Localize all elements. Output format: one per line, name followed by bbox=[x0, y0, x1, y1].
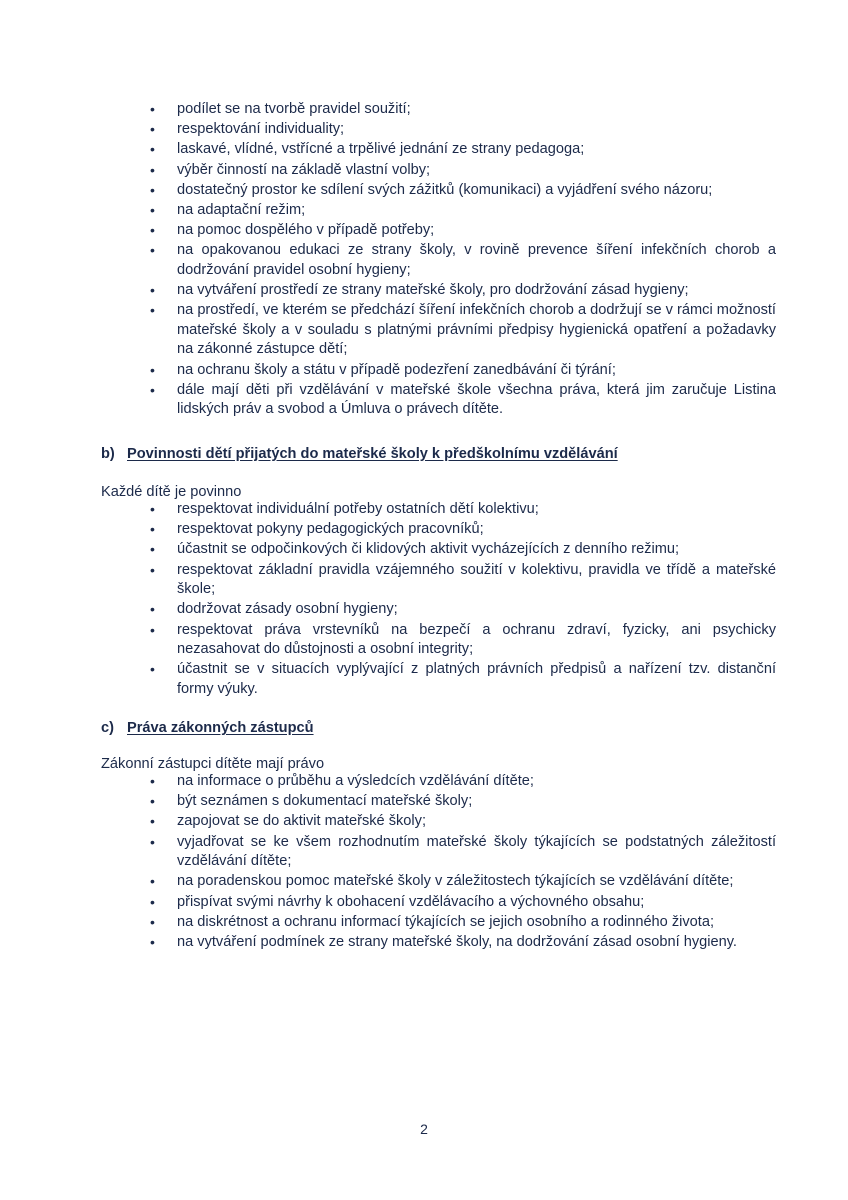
section-b-title: Povinnosti dětí přijatých do mateřské školy k předškolnímu vzdělávání bbox=[127, 446, 618, 462]
list-item: • dodržovat zásady osobní hygieny; bbox=[150, 600, 776, 620]
list-item: • přispívat svými návrhy k obohacení vzdělávacího a výchovného obsahu; bbox=[150, 893, 776, 913]
list-item: • respektovat práva vrstevníků na bezpečí a ochranu zdraví, fyzicky, ani psychicky nezasahovat do důstojnosti a osobní integrity; bbox=[150, 621, 776, 660]
list-item: • na poradenskou pomoc mateřské školy v záležitostech týkajících se vzdělávání dítěte; bbox=[150, 872, 776, 892]
list-item: • účastnit se v situacích vyplývající z platných právních předpisů a nařízení tzv. distanční formy výuky. bbox=[150, 660, 776, 699]
list-item: • na informace o průběhu a výsledcích vzdělávání dítěte; bbox=[150, 772, 776, 792]
list-item: • respektovat individuální potřeby ostatních dětí kolektivu; bbox=[150, 500, 776, 520]
section-c-heading bbox=[101, 718, 314, 738]
list-item: • na vytváření prostředí ze strany mateřské školy, pro dodržování zásad hygieny; bbox=[150, 281, 776, 301]
list-item: • respektování individuality; bbox=[150, 120, 776, 140]
children-rights-list bbox=[150, 100, 776, 421]
list-item: • na diskrétnost a ochranu informací týkajících se jejich osobního a rodinného života; bbox=[150, 913, 776, 933]
section-b-heading bbox=[101, 444, 618, 464]
section-b-intro: Každé dítě je povinno bbox=[101, 484, 242, 500]
list-item: • respektovat základní pravidla vzájemného soužití v kolektivu, pravidla ve třídě a mateřské škole; bbox=[150, 561, 776, 600]
list-item: • respektovat pokyny pedagogických pracovníků; bbox=[150, 520, 776, 540]
children-duties-list bbox=[150, 500, 776, 700]
section-c-title: Práva zákonných zástupců bbox=[127, 720, 314, 736]
list-item: • být seznámen s dokumentací mateřské školy; bbox=[150, 792, 776, 812]
list-item: • na vytváření podmínek ze strany mateřské školy, na dodržování zásad osobní hygieny. bbox=[150, 933, 776, 953]
list-item: • výběr činností na základě vlastní volby; bbox=[150, 161, 776, 181]
section-c-intro: Zákonní zástupci dítěte mají právo bbox=[101, 756, 325, 772]
parents-rights-list bbox=[150, 772, 776, 953]
list-item: • na opakovanou edukaci ze strany školy, v rovině prevence šíření infekčních chorob a dodržování pravidel osobní hygieny; bbox=[150, 241, 776, 280]
section-b-letter: b) bbox=[101, 446, 115, 462]
list-item: • dále mají děti při vzdělávání v mateřské škole všechna práva, která jim zaručuje Listina lidských práv a svobod a Úmluva o právech dítěte. bbox=[150, 381, 776, 420]
list-item: • na pomoc dospělého v případě potřeby; bbox=[150, 221, 776, 241]
section-c-letter: c) bbox=[101, 720, 114, 736]
list-item: • podílet se na tvorbě pravidel soužití; bbox=[150, 100, 776, 120]
list-item: • vyjadřovat se ke všem rozhodnutím mateřské školy týkajících se podstatných záležitostí vzdělávání dítěte; bbox=[150, 833, 776, 872]
list-item: • laskavé, vlídné, vstřícné a trpělivé jednání ze strany pedagoga; bbox=[150, 140, 776, 160]
list-item: • na adaptační režim; bbox=[150, 201, 776, 221]
list-item: • účastnit se odpočinkových či klidových aktivit vycházejících z denního režimu; bbox=[150, 540, 776, 560]
page-number: 2 bbox=[420, 1121, 428, 1137]
list-item: • na prostředí, ve kterém se předchází šíření infekčních chorob a dodržují se v rámci možností mateřské školy a v souladu s platnými právními předpisy hygienická opatření a požadavky na zákonné zástupce dětí; bbox=[150, 301, 776, 360]
list-item: • zapojovat se do aktivit mateřské školy; bbox=[150, 812, 776, 832]
list-item: • na ochranu školy a státu v případě podezření zanedbávání či týrání; bbox=[150, 361, 776, 381]
list-item: • dostatečný prostor ke sdílení svých zážitků (komunikaci) a vyjádření svého názoru; bbox=[150, 181, 776, 201]
